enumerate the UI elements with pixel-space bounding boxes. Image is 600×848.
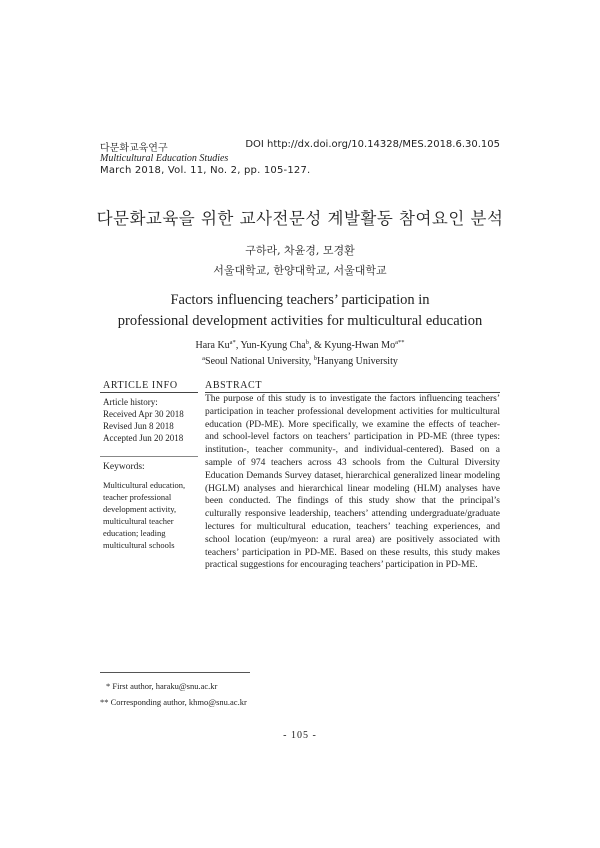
paper-title-korean: 다문화교육을 위한 교사전문성 계발활동 참여요인 분석: [96, 209, 504, 228]
keywords-label: Keywords:: [103, 462, 145, 472]
page-number: - 105 -: [283, 730, 317, 741]
affiliations-english: [0, 355, 600, 367]
history-label: Article history:: [103, 397, 158, 407]
footnote-rule: [100, 672, 250, 673]
affil-a: Seoul National University,: [205, 356, 314, 367]
journal-issue: March 2018, Vol. 11, No. 2, pp. 105-127.: [100, 165, 311, 176]
author-2-name: , Yun-Kyung Cha: [235, 340, 306, 351]
paper-title-english-line2: professional development activities for multicultural education: [117, 313, 483, 329]
accepted-date: Accepted Jun 20 2018: [103, 433, 184, 443]
keywords-list: Multicultural education, teacher professional development activity, multicultural teacher education; leading multicultural schools: [103, 480, 186, 550]
footnote-first-author: * First author, haraku@snu.ac.kr: [106, 681, 218, 691]
author-2-mark: b: [305, 339, 309, 346]
author-3-name: , & Kyung-Hwan Mo: [308, 340, 396, 351]
affil-a-mark: a: [202, 355, 206, 362]
abstract-header: ABSTRACT: [205, 380, 263, 391]
revised-date: Revised Jun 8 2018: [103, 421, 174, 431]
article-history: [103, 396, 198, 444]
keywords-rule: [100, 456, 198, 457]
authors-korean: 구하라, 차윤경, 모경환: [245, 244, 355, 257]
author-3-mark: a**: [395, 339, 405, 346]
author-1-name: Hara Ku: [195, 340, 230, 351]
journal-name-english: Multicultural Education Studies: [100, 153, 229, 164]
paper-title-english-line1: Factors influencing teachers’ participation in: [170, 292, 430, 308]
doi-link[interactable]: DOI http://dx.doi.org/10.14328/MES.2018.6.30.105: [245, 139, 500, 150]
article-info-rule: [100, 392, 198, 393]
authors-english: [0, 339, 600, 351]
footnote-corresponding-author: ** Corresponding author, khmo@snu.ac.kr: [100, 697, 247, 707]
affiliations-korean: 서울대학교, 한양대학교, 서울대학교: [213, 264, 387, 277]
journal-name-korean: 다문화교육연구: [100, 143, 168, 154]
affil-b-mark: b: [313, 355, 318, 362]
author-1-mark: a*: [229, 339, 236, 346]
article-info-header: ARTICLE INFO: [103, 380, 178, 391]
affil-b: Hanyang University: [317, 356, 398, 367]
received-date: Received Apr 30 2018: [103, 409, 184, 419]
abstract-text: The purpose of this study is to investigate the factors influencing teachers’ participation in teacher professional development activities for multicultural education (PD-ME). More specifically, we examine the effects of teacher- and school-level factors on teachers’ participation in PD-ME (three types: institution-, teacher community-, and individual-centered). Based on a sample of 974 teachers across 43 schools from the Cultural Diversity Education Demands Survey dataset, hierarchical generalized linear modeling (HGLM) analyses and hierarchical linear modeling (HLM) analyses have been conducted. The findings of this study show that the principal’s culturally responsive leadership, teachers’ attending undergraduate/graduate lectures for multicultural education, teachers’ teaching experiences, and school location (eup/myeon: a rural area) are positively associated with teachers’ participation in PD-ME. Based on these results, this study makes practical suggestions for encouraging teachers’ participation in PD-ME.: [205, 394, 500, 571]
